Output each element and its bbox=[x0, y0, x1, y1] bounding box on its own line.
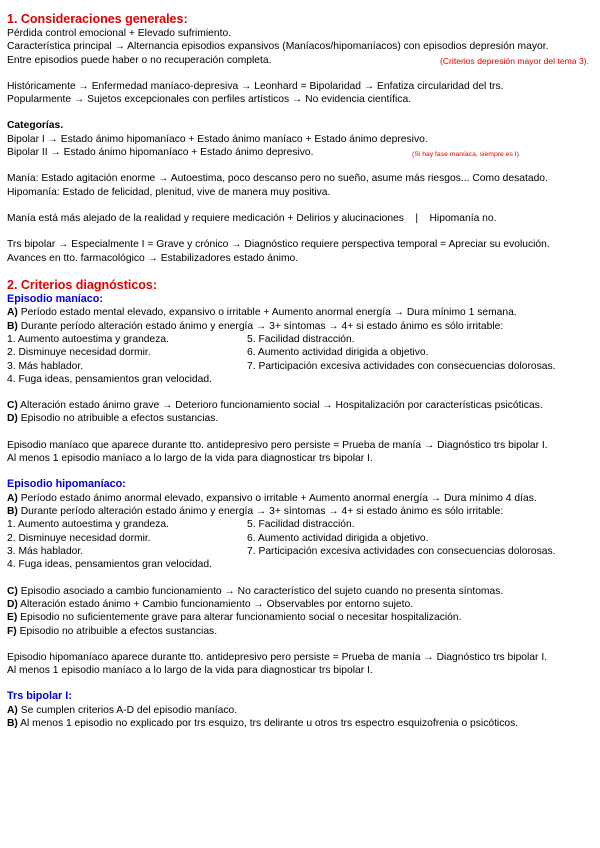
criterion-text: Al menos 1 episodio no explicado por trs esquizo, trs delirante u otros trs espectro esquizofrenia o psicóticos. bbox=[17, 718, 519, 730]
symptom: 5. Facilidad distracción. bbox=[247, 519, 355, 531]
red-note: (Si hay fase maníaca, siempre es I). bbox=[412, 151, 521, 159]
symptom: 6. Aumento actividad dirigida a objetivo. bbox=[247, 347, 429, 359]
text-line: Característica principal → Alternancia episodios expansivos (Maníacos/hipomaníacos) con episodios depresión mayor. bbox=[7, 41, 549, 53]
section-title-consideraciones: 1. Consideraciones generales: bbox=[7, 12, 188, 26]
criterion-tag: E) bbox=[7, 612, 18, 624]
criterion-text: Alteración estado ánimo + Cambio funcionamiento → Observables por entorno sujeto. bbox=[17, 598, 414, 610]
criterion-text: Durante período alteración estado ánimo y energía → 3+ síntomas → 4+ si estado ánimo es sólo irritable: bbox=[17, 320, 504, 332]
criterion-text: Episodio no atribuible a efectos sustancias. bbox=[17, 413, 219, 425]
criterion-text: Período estado mental elevado, expansivo o irritable + Aumento anormal energía → Dura mínimo 1 semana. bbox=[17, 307, 517, 319]
criterion-text: Episodio no atribuible a efectos sustancias. bbox=[16, 625, 218, 637]
text-line: Históricamente → Enfermedad maníaco-depresiva → Leonhard = Bipolaridad → Enfatiza circularidad del trs. bbox=[7, 80, 504, 92]
text-line: Al menos 1 episodio maníaco a lo largo de la vida para diagnosticar trs bipolar I. bbox=[7, 665, 373, 677]
criterion-text: Alteración estado ánimo grave → Deterioro funcionamiento social → Hospitalización por características psicóticas. bbox=[17, 400, 543, 412]
text-line: Popularmente → Sujetos excepcionales con perfiles artísticos → No evidencia científica. bbox=[7, 94, 412, 106]
subheading-trs-bipolar-i: Trs bipolar I: bbox=[7, 690, 72, 703]
criterion-text: Se cumplen criterios A-D del episodio maníaco. bbox=[17, 704, 238, 716]
criterion-tag: F) bbox=[7, 625, 17, 637]
criterion-c bbox=[7, 585, 595, 598]
text-line: Episodio hipomaníaco aparece durante tto. antidepresivo pero persiste = Prueba de manía → Diagnóstico trs bipolar I. bbox=[7, 651, 548, 663]
symptom-row bbox=[7, 545, 595, 558]
text-line: Manía está más alejado de la realidad y requiere medicación + Delirios y alucinaciones | Hipomanía no. bbox=[7, 212, 497, 224]
criterion-text: Episodio no suficientemente grave para alterar funcionamiento social o necesitar hospitalización. bbox=[17, 612, 462, 624]
criterion-d bbox=[7, 412, 595, 425]
criterion-tag: B) bbox=[7, 320, 18, 332]
text-line: Al menos 1 episodio maníaco a lo largo de la vida para diagnosticar trs bipolar I. bbox=[7, 453, 373, 465]
criterion-e bbox=[7, 611, 595, 624]
text: Entre episodios puede haber o no recuperación completa. bbox=[7, 54, 272, 66]
symptom: 7. Participación excesiva actividades con consecuencias dolorosas. bbox=[247, 360, 556, 372]
text-line-with-note bbox=[7, 146, 595, 159]
criterion-a bbox=[7, 492, 595, 505]
symptom-row bbox=[7, 518, 595, 531]
text-line: Bipolar I → Estado ánimo hipomaníaco + Estado ánimo maníaco + Estado ánimo depresivo. bbox=[7, 133, 428, 145]
symptom: 1. Aumento autoestima y grandeza. bbox=[7, 333, 169, 345]
symptom-row bbox=[7, 360, 595, 373]
text-line: Manía: Estado agitación enorme → Autoestima, poco descanso pero no sueño, asume más riesgos... Como desatado. bbox=[7, 173, 548, 185]
text-line: Avances en tto. farmacológico → Estabilizadores estado ánimo. bbox=[7, 252, 299, 264]
criterion-b bbox=[7, 717, 595, 730]
symptom: 4. Fuga ideas, pensamientos gran velocidad. bbox=[7, 373, 212, 385]
criterion-c bbox=[7, 399, 595, 412]
symptom: 1. Aumento autoestima y grandeza. bbox=[7, 519, 169, 531]
criterion-f bbox=[7, 625, 595, 638]
subheading-episodio-hipomaniaco: Episodio hipomaníaco: bbox=[7, 478, 126, 491]
text-line: Pérdida control emocional + Elevado sufrimiento. bbox=[7, 28, 232, 39]
criterion-text: Durante período alteración estado ánimo y energía → 3+ síntomas → 4+ si estado ánimo es sólo irritable: bbox=[17, 506, 504, 518]
criterion-b bbox=[7, 505, 595, 518]
criterion-tag: A) bbox=[7, 307, 18, 319]
symptom: 6. Aumento actividad dirigida a objetivo. bbox=[247, 532, 429, 544]
subheading-categorias: Categorías. bbox=[7, 120, 64, 132]
subheading-episodio-maniaco: Episodio maníaco: bbox=[7, 292, 103, 305]
symptom: 5. Facilidad distracción. bbox=[247, 333, 355, 345]
criterion-tag: D) bbox=[7, 598, 18, 610]
symptom: 2. Disminuye necesidad dormir. bbox=[7, 347, 151, 359]
symptom-row bbox=[7, 532, 595, 545]
text: Bipolar II → Estado ánimo hipomaníaco + Estado ánimo depresivo. bbox=[7, 147, 314, 159]
section-title-criterios: 2. Criterios diagnósticos: bbox=[7, 277, 158, 292]
text-line-with-note bbox=[7, 54, 595, 67]
symptom-row bbox=[7, 333, 595, 346]
symptom: 7. Participación excesiva actividades con consecuencias dolorosas. bbox=[247, 546, 556, 558]
criterion-tag: B) bbox=[7, 718, 18, 730]
symptom-row bbox=[7, 346, 595, 359]
criterion-a bbox=[7, 306, 595, 319]
text-line: Hipomanía: Estado de felicidad, plenitud, vive de manera muy positiva. bbox=[7, 186, 331, 198]
criterion-tag: C) bbox=[7, 585, 18, 597]
symptom: 2. Disminuye necesidad dormir. bbox=[7, 532, 151, 544]
criterion-tag: D) bbox=[7, 413, 18, 425]
criterion-tag: A) bbox=[7, 492, 18, 504]
criterion-text: Episodio asociado a cambio funcionamiento → No característico del sujeto cuando no presenta síntomas. bbox=[17, 585, 504, 597]
criterion-tag: A) bbox=[7, 704, 18, 716]
symptom: 4. Fuga ideas, pensamientos gran velocidad. bbox=[7, 559, 212, 571]
criterion-text: Período estado ánimo anormal elevado, expansivo o irritable + Aumento anormal energía → Dura mínimo 4 días. bbox=[17, 492, 537, 504]
red-note: (Criterios depresión mayor del tema 3). bbox=[439, 55, 589, 66]
text-line: Trs bipolar → Especialmente I = Grave y crónico → Diagnóstico requiere perspectiva temporal = Apreciar su evolución. bbox=[7, 239, 550, 251]
text-line: Episodio maníaco que aparece durante tto. antidepresivo pero persiste = Prueba de manía → Diagnóstico trs bipolar I. bbox=[7, 439, 548, 451]
document-page bbox=[7, 12, 595, 730]
criterion-a bbox=[7, 704, 595, 717]
criterion-b bbox=[7, 320, 595, 333]
criterion-tag: B) bbox=[7, 506, 18, 518]
symptom: 3. Más hablador. bbox=[7, 360, 84, 372]
criterion-d bbox=[7, 598, 595, 611]
criterion-tag: C) bbox=[7, 400, 18, 412]
symptom: 3. Más hablador. bbox=[7, 546, 84, 558]
